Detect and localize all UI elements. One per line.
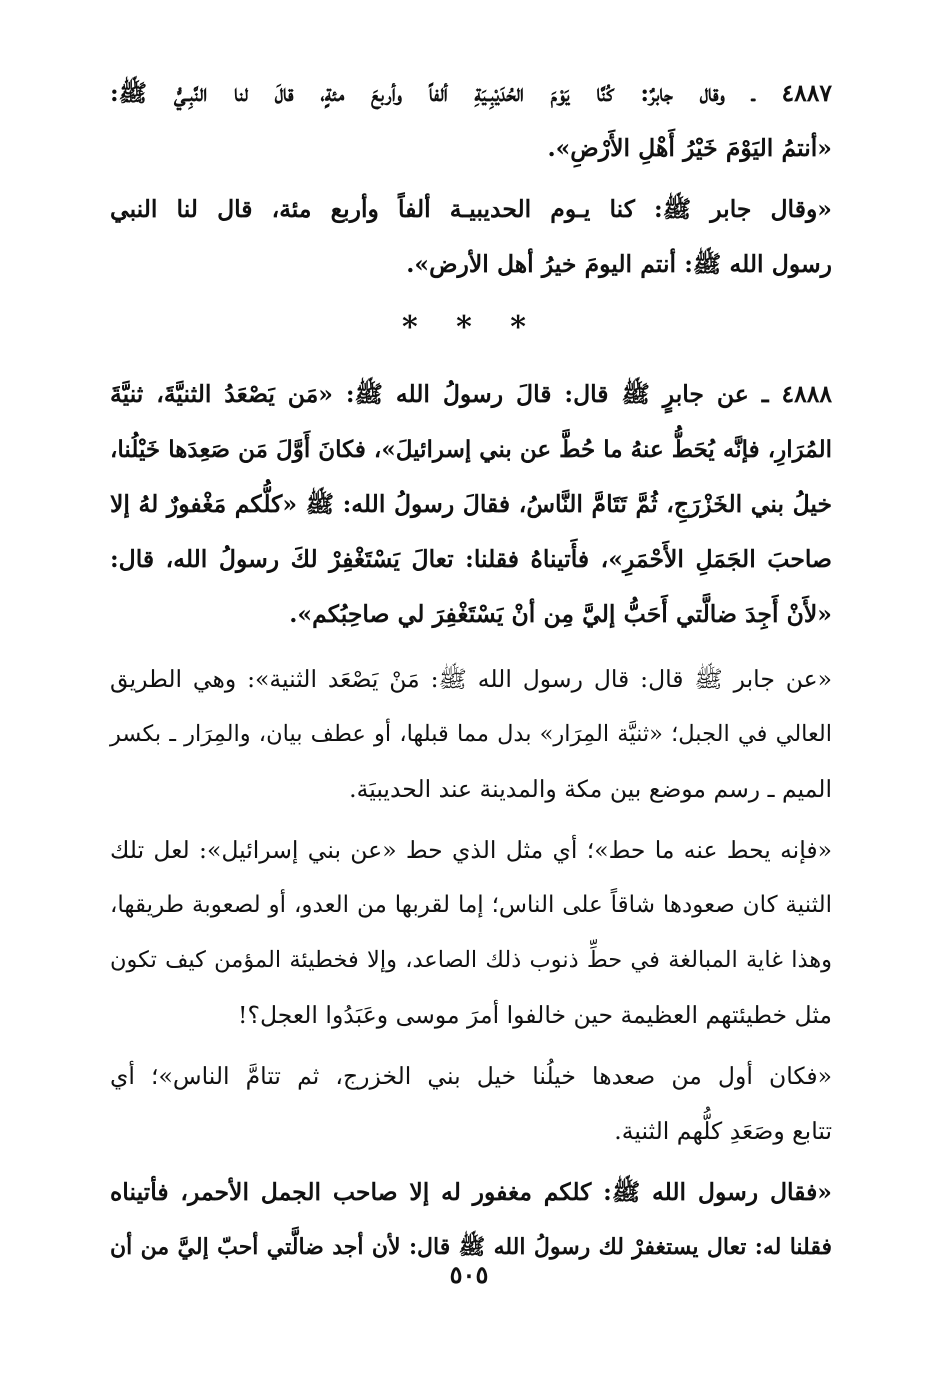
text-line: صاحبَ الجَمَلِ الأَحْمَرِ»، فأَتيناهُ فقلنا: تعالَ يَسْتَغْفِرْ لكَ رسولُ الله، قال:: [110, 545, 832, 573]
text-line: ٤٨٨٨ ـ عن جابرٍ ﷺ قال: قالَ رسولُ الله ﷺ: «مَن يَصْعَدُ الثنيَّةَ، ثنيَّةَ: [110, 380, 832, 408]
hadith-4887-commentary: [110, 182, 832, 292]
text-line: تتابع وصَعَدِ كلُّهم الثنية.: [614, 1117, 832, 1145]
text-line: رسول الله ﷺ: أنتم اليومَ خيرُ أهل الأرض».: [406, 250, 832, 278]
text-line: الميم ـ رسم موضع بين مكة والمدينة عند الحديبيَة.: [349, 775, 832, 803]
text-line: ٤٨٨٧ ـ وقال جابرٌ: كُنَّا يَوْمَ الحُدَيْبِـيَةِ ألفاً وأربعَ مئةٍ، قالَ لنا النَّبِـيُّ ﷺ:: [110, 79, 832, 107]
hadith-4888-text: [110, 367, 832, 642]
commentary-paragraph: [110, 652, 832, 817]
section-separator: * * *: [402, 310, 540, 345]
text-line: فقلنا له: تعال يستغفرْ لك رسولُ الله ﷺ قال: لأن أجد ضالَّتي أحبّ إليَّ من أن: [110, 1234, 832, 1260]
commentary-paragraph: [110, 1049, 832, 1159]
text-line: خيلُ بني الخَزْرَجِ، ثُمَّ تَتَامَّ النَّاسُ، فقالَ رسولُ الله: ﷺ «كلُّكم مَغْفورٌ لهُ إلا: [110, 490, 832, 518]
text-line: «فقال رسول الله ﷺ: كلكم مغفور له إلا صاحب الجمل الأحمر، فأتيناه: [110, 1178, 832, 1206]
page-number: ٥٠٥: [449, 1260, 489, 1289]
commentary-paragraph: [110, 1165, 832, 1275]
text-line: «فكان أول من صعدها خيلُنا خيل بني الخزرج، ثم تتامَّ الناس»؛ أي: [110, 1062, 832, 1090]
text-line: «عن جابر ﷺ قال: قال رسول الله ﷺ: مَنْ يَصْعَد الثنية»: وهي الطريق: [110, 665, 832, 693]
text-line: وهذا غاية المبالغة في حطِّ ذنوب ذلك الصاعد، وإلا فخطيئة المؤمن كيف تكون: [110, 947, 832, 973]
text-line: «لأَنْ أَجِدَ ضالَّتي أَحَبُّ إليَّ مِن أنْ يَسْتَغْفِرَ لي صاحِبُكم».: [289, 600, 832, 628]
text-line: الثنية كان صعودها شاقاً على الناس؛ إما لقربها من العدو، أو لصعوبة طريقها،: [110, 892, 832, 918]
text-line: «فإنه يحط عنه ما حط»؛ أي مثل الذي حط «عن بني إسرائيل»: لعل تلك: [110, 836, 832, 864]
hadith-4887-text: [110, 66, 832, 176]
text-line: «أنتمُ اليَوْمَ خَيْرُ أَهْلِ الأَرْضِ».: [547, 134, 832, 162]
text-line: المُرَارِ، فإنَّه يُحَطُّ عنهُ ما حُطَّ عن بني إسرائيلَ»، فكانَ أَوَّلَ مَن صَعِدَها خَيْلُنا،: [110, 436, 832, 463]
commentary-paragraph: [110, 823, 832, 1043]
page-body: [110, 66, 832, 1275]
text-line: «وقال جابر ﷺ: كنا يـوم الحديبيـة ألفاً وأربع مئة، قال لنا النبي: [110, 195, 832, 223]
text-line: العالي في الجبل؛ «ثنيَّة المِرَار» بدل مما قبلها، أو عطف بيان، والمِرَار ـ بكسر: [110, 721, 832, 747]
text-line: مثل خطيئتهم العظيمة حين خالفوا أمرَ موسى وعَبَدُوا العجل؟!: [238, 1001, 832, 1029]
